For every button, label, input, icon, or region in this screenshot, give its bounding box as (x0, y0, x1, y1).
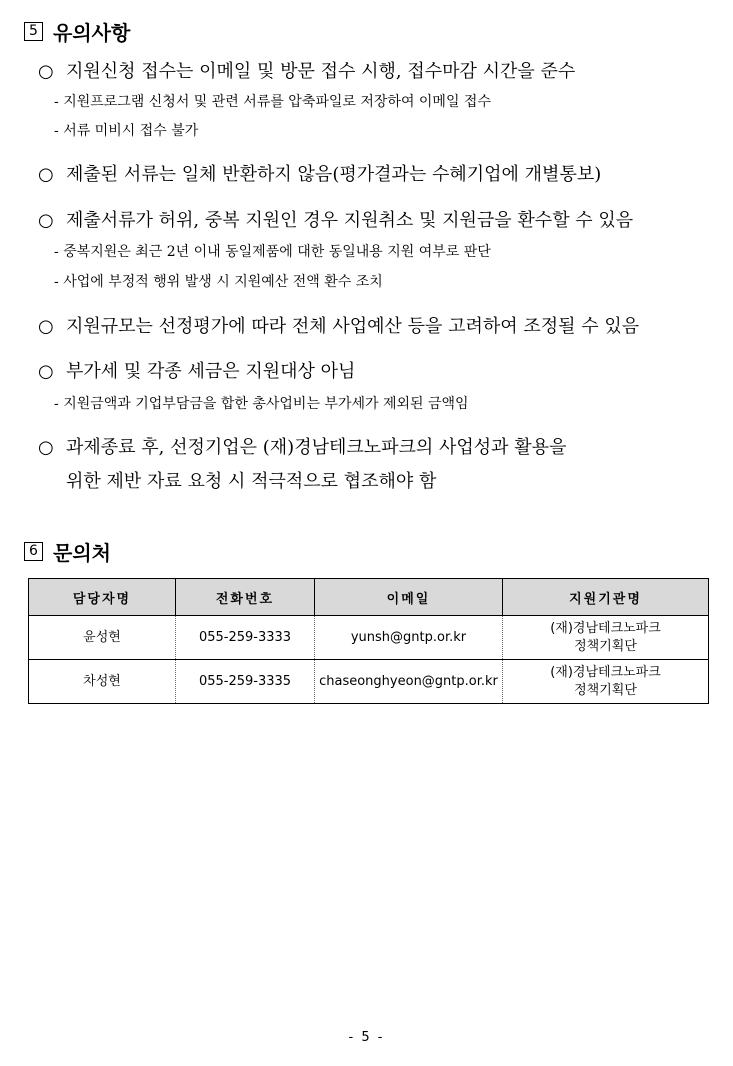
contact-table (28, 578, 709, 704)
section-title: 문의처 (53, 541, 111, 565)
notice-item: ○ 부가세 및 각종 세금은 지원대상 아님 (38, 361, 356, 382)
table-row (29, 616, 709, 660)
notice-item: ○ 지원신청 접수는 이메일 및 방문 접수 시행, 접수마감 시간을 준수 (38, 61, 576, 82)
contact-phone: 055-259-3333 (176, 616, 315, 660)
notice-detail: - 서류 미비시 접수 불가 (54, 123, 199, 139)
section-5-heading (24, 17, 130, 46)
contact-org: (재)경남테크노파크 정책기획단 (503, 660, 709, 704)
circle-bullet-icon: ○ (38, 361, 54, 382)
circle-bullet-icon: ○ (38, 164, 54, 185)
notice-item-continuation: 위한 제반 자료 요청 시 적극적으로 협조해야 함 (66, 471, 437, 492)
contact-phone: 055-259-3335 (176, 660, 315, 704)
contact-org: (재)경남테크노파크 정책기획단 (503, 616, 709, 660)
section-6-heading (24, 537, 111, 566)
notice-detail: - 중복지원은 최근 2년 이내 동일제품에 대한 동일내용 지원 여부로 판단 (54, 244, 491, 260)
section-number: 5 (24, 22, 43, 41)
notice-item: ○ 지원규모는 선정평가에 따라 전체 사업예산 등을 고려하여 조정될 수 있음 (38, 316, 640, 337)
notice-detail: - 지원금액과 기업부담금을 합한 총사업비는 부가세가 제외된 금액임 (54, 396, 469, 412)
column-header: 지원기관명 (503, 579, 709, 616)
table-row (29, 660, 709, 704)
circle-bullet-icon: ○ (38, 316, 54, 337)
section-number: 6 (24, 542, 43, 561)
column-header: 전화번호 (176, 579, 315, 616)
contact-email[interactable]: chaseonghyeon@gntp.or.kr (315, 660, 503, 704)
notice-item: ○ 과제종료 후, 선정기업은 (재)경남테크노파크의 사업성과 활용을 (38, 437, 567, 458)
notice-detail: - 사업에 부정적 행위 발생 시 지원예산 전액 환수 조치 (54, 274, 383, 290)
circle-bullet-icon: ○ (38, 61, 54, 82)
circle-bullet-icon: ○ (38, 437, 54, 458)
column-header: 이메일 (315, 579, 503, 616)
column-header: 담당자명 (29, 579, 176, 616)
page-number: - 5 - (348, 1030, 385, 1045)
contact-email[interactable]: yunsh@gntp.or.kr (315, 616, 503, 660)
notice-detail: - 지원프로그램 신청서 및 관련 서류를 압축파일로 저장하여 이메일 접수 (54, 94, 491, 110)
circle-bullet-icon: ○ (38, 210, 54, 231)
table-header-row (29, 579, 709, 616)
notice-item: ○ 제출서류가 허위, 중복 지원인 경우 지원취소 및 지원금을 환수할 수 있음 (38, 210, 634, 231)
notice-item: ○ 제출된 서류는 일체 반환하지 않음(평가결과는 수혜기업에 개별통보) (38, 164, 602, 185)
contact-name: 차성현 (29, 660, 176, 704)
section-title: 유의사항 (53, 21, 131, 45)
contact-name: 윤성현 (29, 616, 176, 660)
